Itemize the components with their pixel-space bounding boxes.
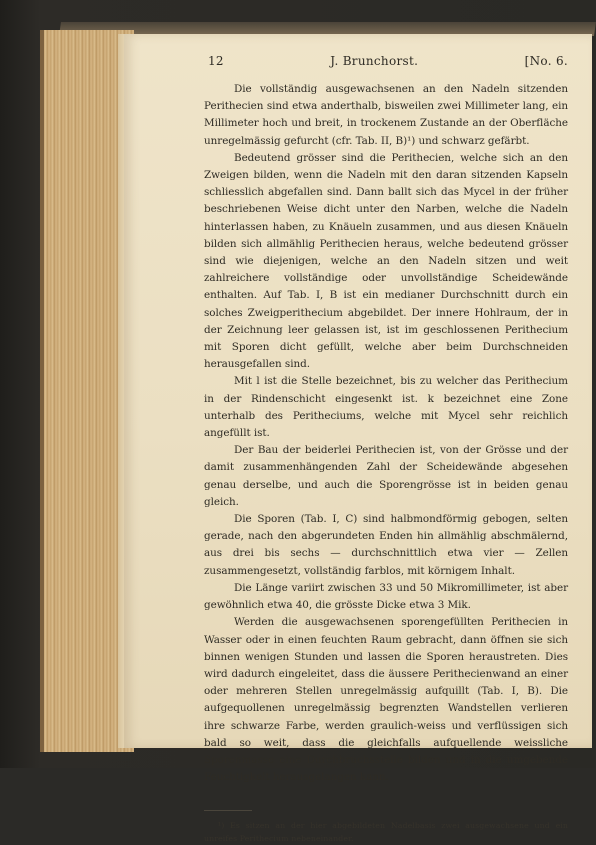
paragraph-1: Die vollständig ausgewachsenen an den Nadeln sitzenden Perithecien sind etwa anderthalb, bisweilen zwei Millimeter lang, ein Millimeter hoch und breit, in trockenem Zustande an der Oberfläche unregelmässig gefurcht (cfr. Tab. II, B)¹) und schwarz gefärbt.	[204, 83, 568, 147]
body-text	[204, 81, 568, 786]
running-head-author: J. Brunchorst.	[330, 54, 419, 68]
paragraph-4: Der Bau der beiderlei Perithecien ist, von der Grösse und der damit zusammenhängenden Zahl der Scheidewände abgesehen genau derselbe, und auch die Sporengrösse ist in beiden genau gleich.	[204, 444, 568, 508]
paragraph-7: Werden die ausgewachsenen sporengefüllten Perithecien in Wasser oder in einen feuchten Raum gebracht, dann öffnen sie sich binnen wenigen Stunden und lassen die Sporen heraustreten. Dies wird dadurch eingeleitet, dass die äussere Perithecienwand an einer oder mehreren Stellen unregelmässig aufquillt (Tab. I, B). Die aufgequollenen unregelmässig begrenzten Wandstellen verlieren ihre schwarze Farbe, werden graulich-weiss und verflüssigen sich bald so weit, dass die gleichfalls aufquellende weissliche Sporenmasse eine Durchbruchsstelle bilden und in die umgebende Feuchtigkeit herausgelangen kann.	[204, 616, 568, 784]
paragraph-2: Bedeutend grösser sind die Perithecien, welche sich an den Zweigen bilden, wenn die Nadeln mit den daran sitzenden Kapseln schliesslich abgefallen sind. Dann ballt sich das Mycel in der früher beschriebenen Weise dicht unter den Narben, welche die Nadeln hinterlassen haben, zu Knäueln zusammen, und aus diesen Knäueln bilden sich allmählig Perithecien heraus, welche bedeutend grösser sind wie diejenigen, welche an den Nadeln sitzen und weit zahlreichere vollständige oder unvollständige Scheidewände enthalten. Auf Tab. I, B ist ein medianer Durchschnitt durch ein solches Zweigperithecium abgebildet. Der innere Hohlraum, der in der Zeichnung leer gelassen ist, ist im geschlossenen Perithecium mit Sporen dicht gefüllt, welche aber beim Durchschneiden herausgefallen sind.	[204, 151, 568, 371]
page-number: 12	[208, 54, 224, 68]
running-head	[208, 52, 568, 70]
paragraph-3: Mit l ist die Stelle bezeichnet, bis zu welcher das Perithecium in der Rindenschicht eingesenkt ist. k bezeichnet eine Zone unterhalb des Peritheciums, welche mit Mycel sehr reichlich angefüllt ist.	[204, 375, 568, 440]
paragraph-6: Die Länge variirt zwischen 33 und 50 Mikromillimeter, ist aber gewöhnlich etwa 40, die grösste Dicke etwa 3 Mik.	[204, 581, 568, 612]
footnote-rule	[204, 810, 252, 811]
running-head-issue: [No. 6.	[524, 54, 568, 68]
footnote: ¹) Es sitzen an der hier abgebildeten Nadelbasis zwei ausgewachsene und ein unreifes Perithecium nebeneinander.	[204, 821, 568, 844]
page-text-block	[204, 52, 568, 845]
paragraph-5: Die Sporen (Tab. I, C) sind halbmondförmig gebogen, selten gerade, nach den abgerundeten Enden hin allmählig abschmälernd, aus drei bis sechs — durchschnittlich etwa vier — Zellen zusammengesetzt, vollständig farblos, mit körnigem Inhalt.	[204, 513, 568, 577]
